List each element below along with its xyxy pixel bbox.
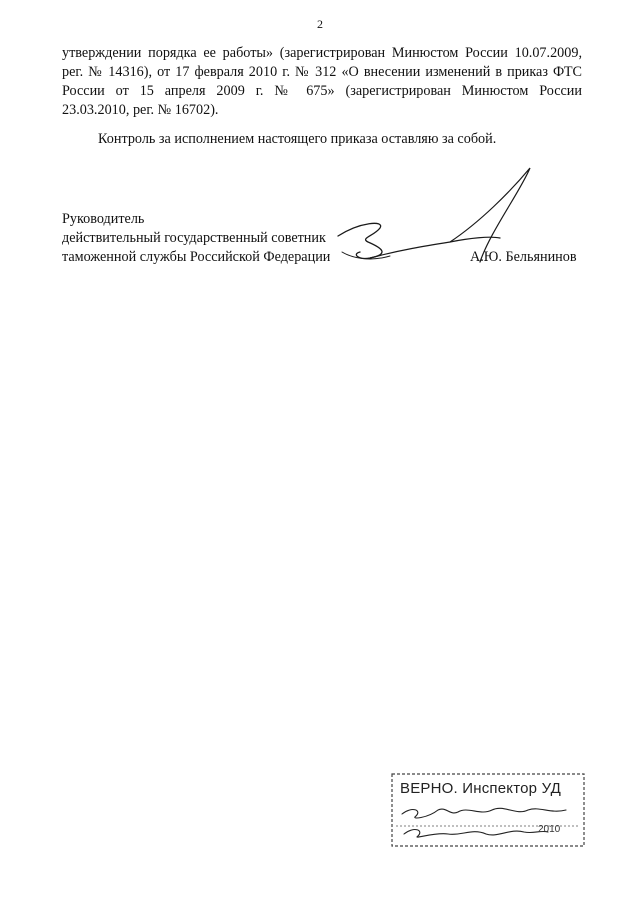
text-line: рег. № 14316), от 17 февраля 2010 г. № 312 «О внесении изменений в приказ ФТС — [62, 64, 582, 80]
text-line: России от 15 апреля 2009 г. № 675» (зарегистрирован Минюстом России — [62, 83, 582, 99]
stamp-label: ВЕРНО. Инспектор УД — [400, 780, 561, 797]
verification-stamp — [388, 770, 588, 850]
body-paragraph-2: Контроль за исполнением настоящего приказа оставляю за собой. — [98, 131, 497, 147]
body-paragraph-1 — [62, 44, 582, 120]
signatory-title — [62, 210, 330, 267]
text-line: 23.03.2010, рег. № 16702). — [62, 102, 219, 118]
text-line: утверждении порядка ее работы» (зарегистрирован Минюстом России 10.07.2009, — [62, 45, 582, 61]
page-number: 2 — [317, 17, 323, 31]
signatory-name: А.Ю. Бельянинов — [470, 249, 577, 265]
stamp-handwriting — [388, 770, 588, 850]
signatory-title-line: Руководитель — [62, 211, 145, 227]
signatory-title-line: таможенной службы Российской Федерации — [62, 249, 331, 265]
signatory-title-line: действительный государственный советник — [62, 230, 326, 246]
stamp-year: 2010 — [538, 824, 561, 835]
